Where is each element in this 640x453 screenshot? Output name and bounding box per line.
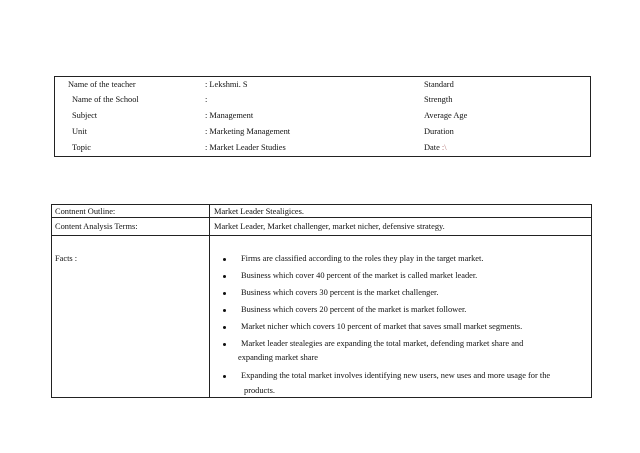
fact-item: Business which cover 40 percent of the market is called market leader. [241, 271, 478, 280]
outline-label: Contnent Outline: [55, 207, 116, 216]
strength-label: Strength [424, 95, 453, 104]
content-table [51, 204, 592, 398]
school-label: Name of the School [72, 95, 139, 104]
bullet-icon [223, 375, 226, 378]
facts-label: Facts : [55, 254, 78, 263]
subject-value: : Management [205, 111, 254, 120]
date-mark: :\ [441, 143, 447, 152]
unit-label: Unit [72, 127, 87, 136]
fact-item: Business which covers 30 percent is the market challenger. [241, 288, 439, 297]
column-divider [209, 205, 210, 397]
terms-value: Market Leader, Market challenger, market nicher, defensive strategy. [214, 222, 445, 231]
topic-value: : Market Leader Studies [205, 143, 286, 152]
subject-label: Subject [72, 111, 98, 120]
fact-item: Expanding the total market involves identifying new users, new uses and more usage for the [241, 371, 551, 380]
fact-item: Firms are classified according to the roles they play in the target market. [241, 254, 484, 263]
lesson-header-table [54, 76, 591, 157]
teacher-value: : Lekshmi. S [205, 80, 248, 89]
bullet-icon [223, 326, 226, 329]
fact-item-continuation: expanding market share [238, 353, 318, 362]
fact-item: Market nicher which covers 10 percent of market that saves small market segments. [241, 322, 523, 331]
bullet-icon [223, 309, 226, 312]
bullet-icon [223, 275, 226, 278]
topic-label: Topic [72, 143, 91, 152]
row-divider-2 [52, 235, 591, 236]
teacher-label: Name of the teacher [68, 80, 136, 89]
fact-item: Market leader stealegies are expanding the total market, defending market share and [241, 339, 524, 348]
outline-value: Market Leader Stealigices. [214, 207, 304, 216]
fact-item-continuation: products. [244, 386, 275, 395]
bullet-icon [223, 258, 226, 261]
bullet-icon [223, 343, 226, 346]
unit-value: : Marketing Management [205, 127, 291, 136]
standard-label: Standard [424, 80, 454, 89]
average-age-label: Average Age [424, 111, 468, 120]
date-label [424, 143, 447, 153]
duration-label: Duration [424, 127, 454, 136]
terms-label: Content Analysis Terms: [55, 222, 138, 231]
fact-item: Business which covers 20 percent of the market is market follower. [241, 305, 467, 314]
date-text: Date [424, 143, 440, 152]
school-value: : [205, 95, 208, 104]
row-divider-1 [52, 217, 591, 218]
bullet-icon [223, 292, 226, 295]
